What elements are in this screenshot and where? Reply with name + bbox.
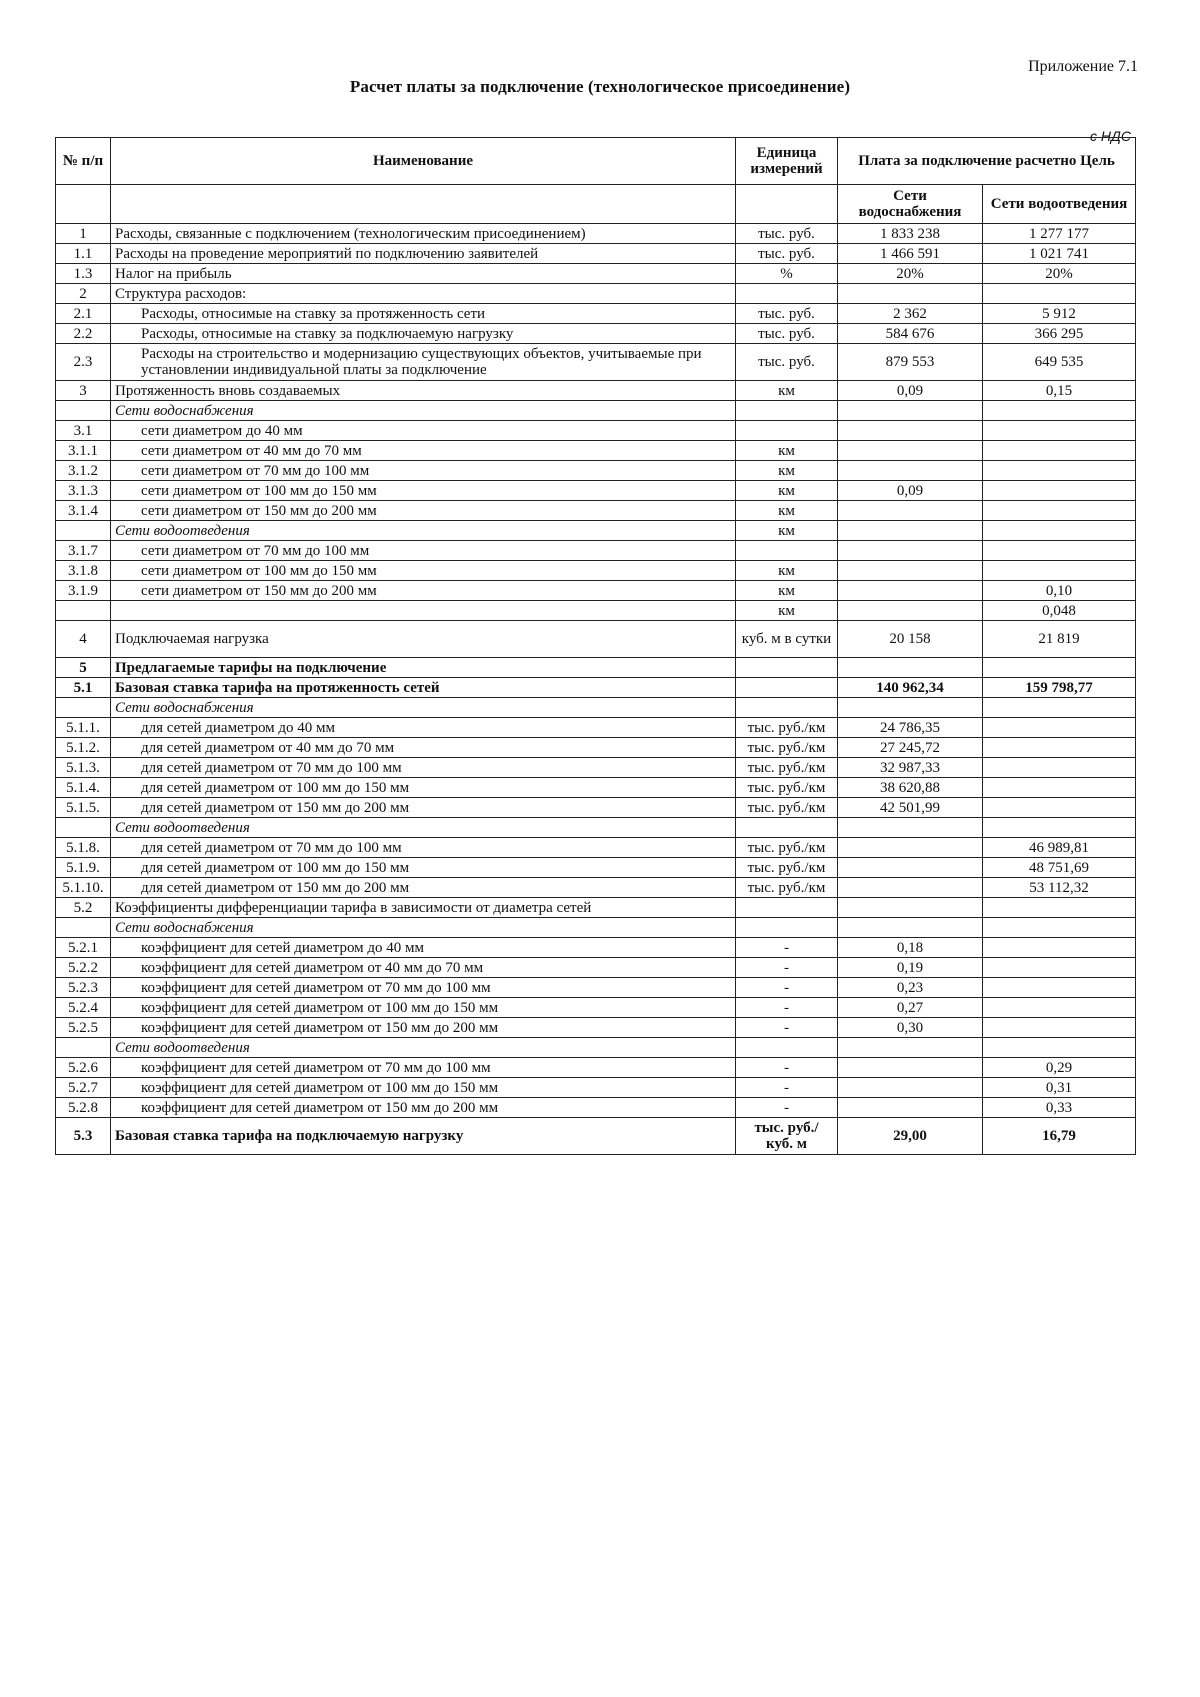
row-value-wastewater (983, 521, 1136, 541)
table-row (56, 264, 1136, 284)
row-value-wastewater: 366 295 (983, 324, 1136, 344)
row-value-wastewater (983, 938, 1136, 958)
row-name: для сетей диаметром от 100 мм до 150 мм (111, 858, 736, 878)
row-number: 4 (56, 621, 111, 658)
row-name: коэффициент для сетей диаметром от 70 мм до 100 мм (111, 1058, 736, 1078)
row-unit: тыс. руб./км (736, 758, 838, 778)
row-name: Сети водоотведения (111, 1038, 736, 1058)
row-unit: % (736, 264, 838, 284)
row-number: 1.3 (56, 264, 111, 284)
row-value-water-supply (838, 521, 983, 541)
row-unit: тыс. руб./км (736, 738, 838, 758)
table-row (56, 601, 1136, 621)
row-unit: тыс. руб. (736, 324, 838, 344)
table-row (56, 621, 1136, 658)
row-value-water-supply: 879 553 (838, 344, 983, 381)
row-unit (736, 421, 838, 441)
table-row (56, 501, 1136, 521)
row-value-water-supply (838, 918, 983, 938)
row-name: сети диаметром от 150 мм до 200 мм (111, 581, 736, 601)
row-number: 2 (56, 284, 111, 304)
row-unit (736, 658, 838, 678)
header-fee: Плата за подключение расчетно Цель (838, 138, 1136, 185)
row-name: Сети водоснабжения (111, 401, 736, 421)
row-name: коэффициент для сетей диаметром от 100 мм до 150 мм (111, 1078, 736, 1098)
row-unit: - (736, 958, 838, 978)
row-number: 3.1.8 (56, 561, 111, 581)
row-value-wastewater (983, 1038, 1136, 1058)
row-number: 5.1.8. (56, 838, 111, 858)
row-value-wastewater: 20% (983, 264, 1136, 284)
row-value-wastewater (983, 284, 1136, 304)
table-row (56, 461, 1136, 481)
row-number: 5.1.9. (56, 858, 111, 878)
row-name: Расходы на строительство и модернизацию существующих объектов, учитываемые при установлении индивидуальной платы за подключение (111, 344, 736, 381)
header-name: Наименование (111, 138, 736, 185)
table-row (56, 698, 1136, 718)
row-number: 2.3 (56, 344, 111, 381)
row-number (56, 401, 111, 421)
row-value-wastewater (983, 481, 1136, 501)
row-value-wastewater: 21 819 (983, 621, 1136, 658)
row-value-water-supply: 140 962,34 (838, 678, 983, 698)
row-name: для сетей диаметром от 150 мм до 200 мм (111, 798, 736, 818)
row-unit: тыс. руб. (736, 244, 838, 264)
row-number (56, 818, 111, 838)
row-value-wastewater (983, 778, 1136, 798)
row-unit: тыс. руб./ куб. м (736, 1118, 838, 1155)
row-name: сети диаметром от 70 мм до 100 мм (111, 541, 736, 561)
row-name: коэффициент для сетей диаметром от 100 мм до 150 мм (111, 998, 736, 1018)
row-value-wastewater (983, 1018, 1136, 1038)
row-value-wastewater (983, 798, 1136, 818)
row-unit: - (736, 938, 838, 958)
row-name: Сети водоотведения (111, 818, 736, 838)
row-value-wastewater (983, 898, 1136, 918)
row-value-wastewater: 159 798,77 (983, 678, 1136, 698)
row-name: Сети водоснабжения (111, 918, 736, 938)
row-value-water-supply: 1 833 238 (838, 224, 983, 244)
row-number: 3.1.2 (56, 461, 111, 481)
row-name: сети диаметром от 150 мм до 200 мм (111, 501, 736, 521)
row-number: 2.2 (56, 324, 111, 344)
row-value-water-supply (838, 838, 983, 858)
row-unit: км (736, 501, 838, 521)
row-unit: тыс. руб./км (736, 838, 838, 858)
row-name: для сетей диаметром от 40 мм до 70 мм (111, 738, 736, 758)
row-number: 5.1.2. (56, 738, 111, 758)
table-row (56, 1058, 1136, 1078)
row-value-water-supply (838, 1038, 983, 1058)
row-value-water-supply: 27 245,72 (838, 738, 983, 758)
row-unit: - (736, 998, 838, 1018)
row-value-water-supply (838, 561, 983, 581)
header-wastewater: Сети водоотведения (983, 185, 1136, 224)
row-number: 1.1 (56, 244, 111, 264)
row-value-water-supply (838, 898, 983, 918)
table-row (56, 938, 1136, 958)
row-name: сети диаметром от 100 мм до 150 мм (111, 561, 736, 581)
row-number: 3.1.4 (56, 501, 111, 521)
row-unit: тыс. руб. (736, 344, 838, 381)
table-row (56, 304, 1136, 324)
row-value-water-supply (838, 541, 983, 561)
appendix-label: Приложение 7.1 (1028, 58, 1138, 75)
row-name: Расходы на проведение мероприятий по подключению заявителей (111, 244, 736, 264)
row-name: сети диаметром до 40 мм (111, 421, 736, 441)
table-row (56, 758, 1136, 778)
row-value-water-supply: 1 466 591 (838, 244, 983, 264)
row-value-wastewater (983, 501, 1136, 521)
table-row (56, 1098, 1136, 1118)
row-number: 5.2.6 (56, 1058, 111, 1078)
row-value-wastewater (983, 441, 1136, 461)
row-number: 5.2.8 (56, 1098, 111, 1118)
table-row (56, 858, 1136, 878)
table-row (56, 798, 1136, 818)
table-row (56, 998, 1136, 1018)
row-value-water-supply (838, 581, 983, 601)
row-name: Сети водоотведения (111, 521, 736, 541)
row-unit (736, 698, 838, 718)
row-name: Базовая ставка тарифа на протяженность сетей (111, 678, 736, 698)
table-row (56, 344, 1136, 381)
row-value-water-supply (838, 858, 983, 878)
table-row (56, 678, 1136, 698)
row-value-wastewater (983, 541, 1136, 561)
row-value-wastewater: 48 751,69 (983, 858, 1136, 878)
row-unit: тыс. руб./км (736, 718, 838, 738)
row-value-water-supply: 2 362 (838, 304, 983, 324)
row-value-wastewater (983, 738, 1136, 758)
vat-note: с НДС (1090, 128, 1131, 144)
row-number: 5.2.7 (56, 1078, 111, 1098)
row-unit: тыс. руб. (736, 224, 838, 244)
row-number: 5.1.5. (56, 798, 111, 818)
row-value-water-supply: 0,18 (838, 938, 983, 958)
row-value-water-supply (838, 1058, 983, 1078)
row-value-water-supply (838, 401, 983, 421)
row-unit: км (736, 581, 838, 601)
row-value-wastewater (983, 958, 1136, 978)
row-value-water-supply: 20% (838, 264, 983, 284)
row-number: 3.1.1 (56, 441, 111, 461)
row-number: 3.1.7 (56, 541, 111, 561)
row-number: 5 (56, 658, 111, 678)
row-number: 5.2 (56, 898, 111, 918)
row-number: 3.1 (56, 421, 111, 441)
row-value-water-supply: 584 676 (838, 324, 983, 344)
row-unit (736, 284, 838, 304)
row-unit: км (736, 441, 838, 461)
row-value-wastewater: 0,29 (983, 1058, 1136, 1078)
row-number: 5.2.2 (56, 958, 111, 978)
row-value-wastewater: 0,31 (983, 1078, 1136, 1098)
table-row (56, 324, 1136, 344)
row-value-water-supply: 0,27 (838, 998, 983, 1018)
table-row (56, 1118, 1136, 1155)
row-name: коэффициент для сетей диаметром от 150 мм до 200 мм (111, 1018, 736, 1038)
row-value-wastewater (983, 461, 1136, 481)
row-value-water-supply (838, 601, 983, 621)
fee-calculation-table (55, 137, 1136, 1155)
row-name: для сетей диаметром от 150 мм до 200 мм (111, 878, 736, 898)
row-number: 5.2.4 (56, 998, 111, 1018)
row-name: сети диаметром от 100 мм до 150 мм (111, 481, 736, 501)
row-value-wastewater (983, 421, 1136, 441)
row-number: 5.1.1. (56, 718, 111, 738)
row-value-water-supply: 0,23 (838, 978, 983, 998)
row-value-wastewater (983, 998, 1136, 1018)
row-number (56, 521, 111, 541)
table-row (56, 658, 1136, 678)
row-number: 5.2.3 (56, 978, 111, 998)
row-unit: - (736, 1078, 838, 1098)
table-row (56, 401, 1136, 421)
row-name (111, 601, 736, 621)
row-number: 3 (56, 381, 111, 401)
row-value-wastewater (983, 561, 1136, 581)
table-row (56, 978, 1136, 998)
row-unit (736, 541, 838, 561)
row-unit (736, 678, 838, 698)
row-name: Структура расходов: (111, 284, 736, 304)
row-value-water-supply: 42 501,99 (838, 798, 983, 818)
row-value-wastewater (983, 918, 1136, 938)
row-value-water-supply: 0,30 (838, 1018, 983, 1038)
row-value-water-supply: 38 620,88 (838, 778, 983, 798)
row-value-wastewater: 1 277 177 (983, 224, 1136, 244)
row-unit: - (736, 1058, 838, 1078)
table-row (56, 441, 1136, 461)
row-unit: тыс. руб./км (736, 858, 838, 878)
row-value-wastewater: 0,33 (983, 1098, 1136, 1118)
row-number: 2.1 (56, 304, 111, 324)
row-value-water-supply (838, 501, 983, 521)
row-value-water-supply (838, 461, 983, 481)
row-number: 3.1.3 (56, 481, 111, 501)
row-value-water-supply (838, 878, 983, 898)
table-row (56, 838, 1136, 858)
table-row (56, 958, 1136, 978)
row-unit: тыс. руб./км (736, 778, 838, 798)
row-value-wastewater (983, 698, 1136, 718)
row-value-wastewater: 16,79 (983, 1118, 1136, 1155)
row-unit (736, 918, 838, 938)
row-unit: км (736, 601, 838, 621)
row-name: Предлагаемые тарифы на подключение (111, 658, 736, 678)
row-value-water-supply (838, 1078, 983, 1098)
row-value-water-supply (838, 284, 983, 304)
row-value-wastewater (983, 401, 1136, 421)
row-name: Сети водоснабжения (111, 698, 736, 718)
row-number: 5.3 (56, 1118, 111, 1155)
table-row (56, 421, 1136, 441)
document-title: Расчет платы за подключение (технологическое присоединение) (349, 77, 851, 96)
table-row (56, 561, 1136, 581)
row-name: для сетей диаметром до 40 мм (111, 718, 736, 738)
header-row (56, 138, 1136, 185)
row-number: 5.2.5 (56, 1018, 111, 1038)
table-row (56, 284, 1136, 304)
row-name: Налог на прибыль (111, 264, 736, 284)
row-number: 5.1.3. (56, 758, 111, 778)
row-value-water-supply (838, 818, 983, 838)
row-value-wastewater (983, 718, 1136, 738)
table-row (56, 898, 1136, 918)
row-value-water-supply: 0,19 (838, 958, 983, 978)
row-value-wastewater: 0,048 (983, 601, 1136, 621)
row-value-water-supply (838, 698, 983, 718)
row-number: 1 (56, 224, 111, 244)
row-unit: тыс. руб./км (736, 798, 838, 818)
table-row (56, 1018, 1136, 1038)
row-name: для сетей диаметром от 70 мм до 100 мм (111, 838, 736, 858)
table-row (56, 481, 1136, 501)
header-water-supply: Сети водоснабжения (838, 185, 983, 224)
row-value-water-supply: 24 786,35 (838, 718, 983, 738)
table-row (56, 718, 1136, 738)
row-number: 5.1 (56, 678, 111, 698)
row-value-wastewater: 0,10 (983, 581, 1136, 601)
row-value-water-supply: 29,00 (838, 1118, 983, 1155)
row-name: коэффициент для сетей диаметром от 40 мм до 70 мм (111, 958, 736, 978)
row-name: коэффициент для сетей диаметром до 40 мм (111, 938, 736, 958)
row-unit (736, 1038, 838, 1058)
table-row (56, 381, 1136, 401)
row-value-water-supply: 0,09 (838, 381, 983, 401)
row-name: коэффициент для сетей диаметром от 70 мм до 100 мм (111, 978, 736, 998)
row-unit (736, 818, 838, 838)
row-name: Базовая ставка тарифа на подключаемую нагрузку (111, 1118, 736, 1155)
row-unit: км (736, 381, 838, 401)
row-unit: км (736, 561, 838, 581)
row-number (56, 698, 111, 718)
table-row (56, 1038, 1136, 1058)
row-number (56, 918, 111, 938)
row-value-wastewater: 5 912 (983, 304, 1136, 324)
row-value-wastewater: 46 989,81 (983, 838, 1136, 858)
header-num: № п/п (56, 138, 111, 185)
row-name: коэффициент для сетей диаметром от 150 мм до 200 мм (111, 1098, 736, 1118)
table-row (56, 778, 1136, 798)
row-unit: - (736, 978, 838, 998)
row-name: сети диаметром от 70 мм до 100 мм (111, 461, 736, 481)
row-unit: км (736, 481, 838, 501)
row-name: для сетей диаметром от 70 мм до 100 мм (111, 758, 736, 778)
row-unit: км (736, 521, 838, 541)
row-unit (736, 898, 838, 918)
subheader-row (56, 185, 1136, 224)
header-unit: Единица измерений (736, 138, 838, 185)
row-unit (736, 401, 838, 421)
table-row (56, 738, 1136, 758)
row-value-water-supply (838, 421, 983, 441)
row-value-wastewater (983, 658, 1136, 678)
row-name: сети диаметром от 40 мм до 70 мм (111, 441, 736, 461)
row-name: Расходы, относимые на ставку за протяженность сети (111, 304, 736, 324)
row-number (56, 1038, 111, 1058)
table-row (56, 581, 1136, 601)
row-name: Коэффициенты дифференциации тарифа в зависимости от диаметра сетей (111, 898, 736, 918)
row-unit: - (736, 1098, 838, 1118)
table-row (56, 818, 1136, 838)
row-unit: тыс. руб./км (736, 878, 838, 898)
row-value-wastewater: 1 021 741 (983, 244, 1136, 264)
table-row (56, 878, 1136, 898)
row-unit: куб. м в сутки (736, 621, 838, 658)
row-value-water-supply (838, 658, 983, 678)
row-value-water-supply (838, 1098, 983, 1118)
row-number (56, 601, 111, 621)
row-value-wastewater (983, 818, 1136, 838)
row-name: Подключаемая нагрузка (111, 621, 736, 658)
row-value-wastewater: 0,15 (983, 381, 1136, 401)
row-number: 5.1.10. (56, 878, 111, 898)
row-unit: тыс. руб. (736, 304, 838, 324)
row-name: для сетей диаметром от 100 мм до 150 мм (111, 778, 736, 798)
row-value-wastewater: 53 112,32 (983, 878, 1136, 898)
row-number: 5.1.4. (56, 778, 111, 798)
row-value-wastewater (983, 758, 1136, 778)
row-number: 3.1.9 (56, 581, 111, 601)
row-unit: - (736, 1018, 838, 1038)
table-row (56, 918, 1136, 938)
table-row (56, 541, 1136, 561)
table-row (56, 244, 1136, 264)
row-value-wastewater (983, 978, 1136, 998)
row-value-wastewater: 649 535 (983, 344, 1136, 381)
row-value-water-supply: 32 987,33 (838, 758, 983, 778)
table-row (56, 521, 1136, 541)
row-value-water-supply: 20 158 (838, 621, 983, 658)
row-name: Протяженность вновь создаваемых (111, 381, 736, 401)
row-name: Расходы, связанные с подключением (технологическим присоединением) (111, 224, 736, 244)
table-row (56, 1078, 1136, 1098)
row-value-water-supply: 0,09 (838, 481, 983, 501)
row-number: 5.2.1 (56, 938, 111, 958)
table-row (56, 224, 1136, 244)
row-value-water-supply (838, 441, 983, 461)
row-unit: км (736, 461, 838, 481)
row-name: Расходы, относимые на ставку за подключаемую нагрузку (111, 324, 736, 344)
